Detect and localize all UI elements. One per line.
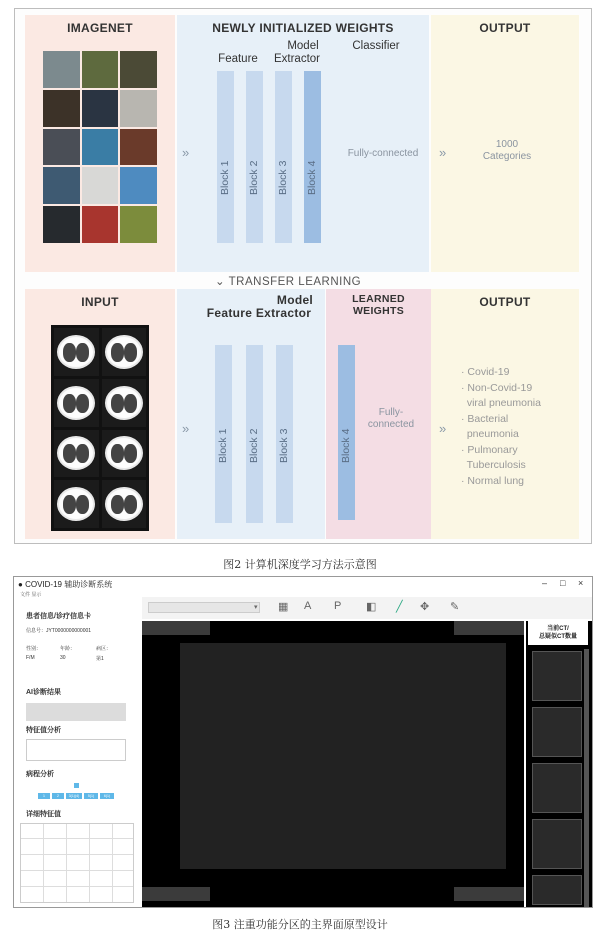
ct-thumbnail[interactable] xyxy=(532,651,582,701)
category-item: pneumonia xyxy=(461,428,519,440)
window-title-text: COVID-19 辅助诊断系统 xyxy=(25,580,113,589)
contrast-icon[interactable]: ◧ xyxy=(366,601,377,613)
block-2-bottom-label: Block 2 xyxy=(248,428,260,463)
layout-icon[interactable]: ▦ xyxy=(278,601,289,613)
chevron-right-icon: » xyxy=(182,145,187,160)
thumbnail-pane xyxy=(526,621,592,907)
extractor-label: Extractor xyxy=(273,53,320,65)
viewer-tab-top-left xyxy=(142,621,210,635)
field-age-value: 30 xyxy=(60,655,66,661)
output-categories-top: 1000 Categories xyxy=(482,139,532,162)
figure-2-caption: 图2 计算机深度学习方法示意图 xyxy=(223,558,377,571)
block-4-top-label: Block 4 xyxy=(306,160,318,195)
measure-icon[interactable]: ╱ xyxy=(396,601,403,613)
category-item: · Normal lung xyxy=(461,474,525,487)
input-title: INPUT xyxy=(81,295,119,309)
imagenet-photos xyxy=(43,51,157,243)
covid-ui-prototype xyxy=(13,576,593,908)
parking-icon[interactable]: P xyxy=(334,600,342,612)
ct-thumbnail[interactable] xyxy=(532,763,582,813)
course-analysis-title: 病程分析 xyxy=(26,771,54,778)
ct-thumbnail[interactable] xyxy=(532,819,582,869)
ct-thumbnail[interactable] xyxy=(532,707,582,757)
block-2-top xyxy=(246,71,263,243)
category-item: · Non-Covid-19 xyxy=(461,381,533,394)
feature-analysis-box xyxy=(26,739,126,761)
feature-analysis-title: 特征值分析 xyxy=(26,727,61,734)
chevron-right-icon: » xyxy=(182,421,187,436)
feature-extractor-label-bottom: Feature Extractor xyxy=(206,306,312,320)
block-1-top xyxy=(217,71,234,243)
course-chip[interactable]: 2 xyxy=(52,793,64,799)
menu-bar[interactable]: 文件 显示 xyxy=(20,592,42,598)
block-3-top xyxy=(275,71,292,243)
category-item: viral pneumonia xyxy=(461,397,541,409)
course-chip[interactable]: 3(1)(4) xyxy=(66,793,82,799)
output-categories-list xyxy=(461,365,541,489)
fully-connected-top: Fully-connected xyxy=(347,148,419,159)
category-item: · Covid-19 xyxy=(461,366,510,378)
transfer-learning-label xyxy=(215,274,361,288)
block-3-top-label: Block 3 xyxy=(277,160,289,195)
ai-result-box xyxy=(26,703,126,721)
detail-features-title: 详细特征值 xyxy=(26,811,61,818)
category-item: Tuberculosis xyxy=(461,459,526,471)
close-button[interactable]: × xyxy=(578,578,584,588)
field-gender-value: F/M xyxy=(26,655,35,661)
category-item: · Pulmonary xyxy=(461,443,518,456)
fully-connected-bottom-2: connected xyxy=(367,419,415,430)
window-titlebar xyxy=(14,577,592,591)
ct-viewer[interactable] xyxy=(142,621,524,907)
classifier-label: Classifier xyxy=(352,40,400,52)
ct-thumbnail[interactable] xyxy=(532,875,582,905)
thumbnail-scrollbar[interactable] xyxy=(584,649,589,907)
app-logo-icon: ● xyxy=(18,580,23,589)
learned-title-2: WEIGHTS xyxy=(352,305,405,317)
field-ward-label: 病区： xyxy=(96,646,112,652)
model-label-bottom: Model xyxy=(276,293,314,307)
font-size-icon[interactable]: A xyxy=(304,600,312,612)
detail-features-table xyxy=(20,823,134,903)
field-gender-label: 性别： xyxy=(26,646,42,652)
left-info-pane xyxy=(14,597,138,907)
pan-icon[interactable]: ✥ xyxy=(420,601,430,613)
field-ward-value: 第1 xyxy=(96,656,104,662)
minimize-button[interactable]: – xyxy=(542,578,548,588)
timeline-marker xyxy=(74,783,79,788)
imagenet-title: IMAGENET xyxy=(67,21,133,35)
fully-connected-bottom-1: Fully- xyxy=(378,407,404,418)
ct-count-header: 当前CT/ 总疑似CT数量 xyxy=(528,621,588,645)
block-4-top xyxy=(304,71,321,243)
course-chip[interactable]: 5(1) xyxy=(84,793,98,799)
maximize-button[interactable]: □ xyxy=(560,578,566,588)
viewer-tab-bottom-left xyxy=(142,887,210,901)
category-item: · Bacterial xyxy=(461,412,509,425)
output-title-top: OUTPUT xyxy=(479,21,531,35)
model-label: Model xyxy=(287,40,319,52)
chevron-down-icon[interactable]: ▾ xyxy=(254,604,258,611)
feature-label: Feature xyxy=(218,53,258,65)
chevron-right-icon: » xyxy=(439,421,444,436)
figure-3-caption: 图3 注重功能分区的主界面原型设计 xyxy=(212,918,388,931)
output-title-bottom: OUTPUT xyxy=(479,295,531,309)
course-chip[interactable]: 6(1) xyxy=(100,793,114,799)
toolbar xyxy=(142,597,592,619)
field-age-label: 年龄： xyxy=(60,646,76,652)
window-title xyxy=(18,579,112,590)
course-chip[interactable]: 1 xyxy=(38,793,50,799)
ai-result-title: AI诊断结果 xyxy=(26,689,61,696)
weights-title: NEWLY INITIALIZED WEIGHTS xyxy=(212,21,394,35)
ct-image-area[interactable] xyxy=(180,643,506,869)
ct-scan-grid xyxy=(51,325,149,531)
series-select[interactable] xyxy=(148,602,260,613)
block-1-bottom-label: Block 1 xyxy=(217,428,229,463)
pen-icon[interactable]: ✎ xyxy=(450,601,460,613)
transfer-learning-text: TRANSFER LEARNING xyxy=(228,276,362,288)
chevron-right-icon: » xyxy=(439,145,444,160)
info-number: 信息号：JYT0000000000001 xyxy=(26,628,92,634)
transfer-learning-diagram xyxy=(14,8,592,544)
block-4-learned-label: Block 4 xyxy=(340,428,352,463)
block-2-top-label: Block 2 xyxy=(248,160,260,195)
viewer-tab-bottom-right xyxy=(454,887,524,901)
learned-title-1: LEARNED xyxy=(352,293,405,305)
block-1-top-label: Block 1 xyxy=(219,160,231,195)
block-3-bottom-label: Block 3 xyxy=(278,428,290,463)
patient-info-title: 患者信息/诊疗信息卡 xyxy=(26,613,91,620)
double-chevron-down-icon: ⌄ xyxy=(215,276,226,288)
viewer-tab-top-right xyxy=(454,621,524,635)
